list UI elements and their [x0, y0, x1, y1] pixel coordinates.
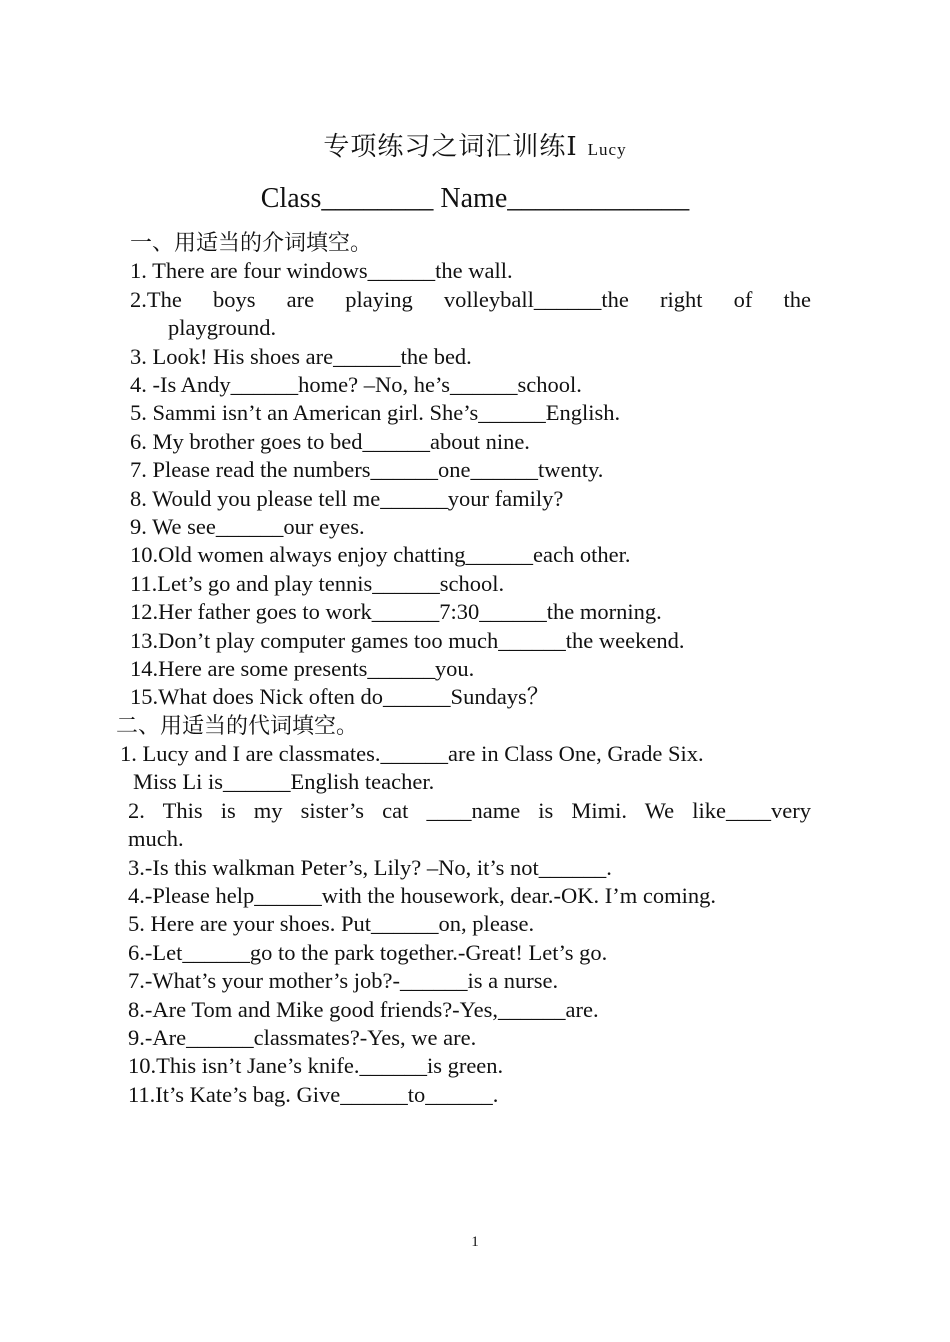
- question-line: 14.Here are some presents______you.: [130, 656, 475, 681]
- class-name-line: Class________ Name_____________: [260, 183, 690, 214]
- question-line: playground.: [168, 315, 277, 340]
- question-line: 5. Sammi isn’t an American girl. She’s______English.: [130, 400, 621, 425]
- question-line: 8. Would you please tell me______your family?: [130, 486, 564, 511]
- page-title: [0, 126, 950, 163]
- question-line: 5. Here are your shoes. Put______on, please.: [128, 911, 535, 936]
- title-sub: Lucy: [587, 140, 627, 159]
- question-line: Miss Li is______English teacher.: [133, 769, 435, 794]
- question-line: 11.It’s Kate’s bag. Give______to______.: [128, 1082, 499, 1107]
- question-line: 9.-Are______classmates?-Yes, we are.: [128, 1025, 477, 1050]
- question-line: 7.-What’s your mother’s job?-______is a nurse.: [128, 968, 559, 993]
- page-number: 1: [471, 1234, 479, 1250]
- question-line: 8.-Are Tom and Mike good friends?-Yes,______are.: [128, 997, 599, 1022]
- question-line: 6.-Let______go to the park together.-Great! Let’s go.: [128, 940, 608, 965]
- section2-heading: 二、用适当的代词填空。: [116, 713, 359, 738]
- question-line: 13.Don’t play computer games too much______the weekend.: [130, 628, 685, 653]
- title-main: 专项练习之词汇训练Ⅰ: [323, 132, 578, 161]
- question-line: 1. Lucy and I are classmates.______are in Class One, Grade Six.: [120, 741, 704, 766]
- question-line: 7. Please read the numbers______one______twenty.: [130, 457, 604, 482]
- question-line: 11.Let’s go and play tennis______school.: [130, 571, 505, 596]
- question-line: 1. There are four windows______the wall.: [130, 258, 513, 283]
- question-line: 12.Her father goes to work______7:30______the morning.: [130, 599, 662, 624]
- question-line: 10.Old women always enjoy chatting______each other.: [130, 542, 631, 567]
- question-line: 2. This is my sister’s cat ____name is Mimi. We like____very: [128, 798, 811, 823]
- section1-heading: 一、用适当的介词填空。: [130, 230, 373, 255]
- question-line: 4. -Is Andy______home? –No, he’s______school.: [130, 372, 582, 397]
- question-line: 4.-Please help______with the housework, dear.-OK. I’m coming.: [128, 883, 716, 908]
- question-line: 6. My brother goes to bed______about nine.: [130, 429, 530, 454]
- question-line: 15.What does Nick often do______Sundays？: [130, 684, 550, 709]
- question-line: 3. Look! His shoes are______the bed.: [130, 344, 472, 369]
- question-line: 3.-Is this walkman Peter’s, Lily? –No, it’s not______.: [128, 855, 612, 880]
- question-line: 10.This isn’t Jane’s knife.______is green.: [128, 1053, 504, 1078]
- question-line: 2.The boys are playing volleyball______the right of the: [130, 287, 811, 312]
- question-line: 9. We see______our eyes.: [130, 514, 365, 539]
- question-line: much.: [128, 826, 184, 851]
